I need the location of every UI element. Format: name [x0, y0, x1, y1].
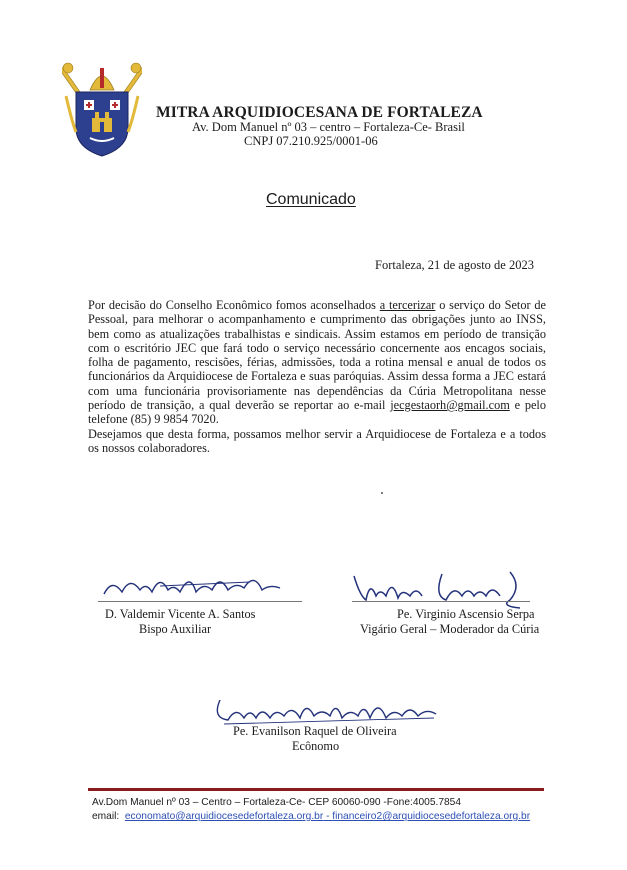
stray-mark [381, 492, 383, 494]
body-text: Por decisão do Conselho Econômico fomos aconselhados [88, 298, 380, 312]
signature-valdemir [100, 568, 300, 604]
signature-line-left [98, 601, 302, 602]
body-text: e pelo telefone (85) 9 9854 7020. [88, 398, 546, 427]
signature-line-right [352, 601, 530, 602]
signature-virginio [350, 566, 528, 612]
signer-bottom-name: Pe. Evanilson Raquel de Oliveira [233, 724, 397, 738]
contact-email[interactable]: jecgestaorh@gmail.com [390, 398, 510, 413]
org-cnpj: CNPJ 07.210.925/0001-06 [244, 134, 378, 148]
footer-divider [88, 788, 544, 791]
org-address: Av. Dom Manuel nº 03 – centro – Fortaleza-Ce- Brasil [192, 120, 465, 134]
signer-bottom-role: Ecônomo [292, 739, 340, 753]
signer-right-name: Pe. Virginio Ascensio Serpa [397, 607, 535, 621]
footer-email-economato-link[interactable]: economato@arquidiocesedefortaleza.org.br [124, 811, 324, 822]
signer-left-role: Bispo Auxiliar [139, 622, 212, 636]
body-paragraph-1 [88, 298, 546, 427]
signature-evanilson [214, 694, 450, 728]
signer-right-role: Vigário Geral – Moderador da Cúria [360, 622, 540, 636]
body-text: o serviço do Setor de Pessoal, para melhorar o acompanhamento e cumprimento das obrigações junto ao INSS, bem como as atualizações trabalhistas e sindicais. Assim estamos em período de transição com o escritório JEC que fará todo o serviço necessário concernente aos encagos sociais, folha de pagamento, rescisões, férias, admissões, toda a rotina mensal e anual de todos os funcionários da Arquidiocese de Fortaleza e suas paróquias. Assim dessa forma a JEC estará com uma funcionária provisoriamente nas dependências da Cúria Metropolitana nesse período de transição, a qual deverão se reportar ao e-mail [88, 298, 546, 413]
document-date: Fortaleza, 21 de agosto de 2023 [375, 258, 534, 272]
footer-address: Av.Dom Manuel nº 03 – Centro – Fortaleza-Ce- CEP 60060-090 -Fone:4005.7854 [92, 797, 461, 808]
signer-left-name: D. Valdemir Vicente A. Santos [105, 607, 256, 621]
org-name: MITRA ARQUIDIOCESANA DE FORTALEZA [156, 104, 483, 121]
archdiocese-coat-of-arms-icon [62, 62, 142, 162]
footer-email-label: email: [92, 811, 120, 822]
footer-email-separator: - [323, 811, 333, 822]
document-body [88, 298, 546, 455]
footer-email-financeiro-link[interactable]: financeiro2@arquidiocesedefortaleza.org.br [332, 811, 531, 822]
document-title: Comunicado [266, 191, 356, 208]
body-paragraph-2: Desejamos que desta forma, possamos melhor servir a Arquidiocese de Fortaleza e a todos os nossos colaboradores. [88, 426, 546, 455]
underlined-term: a tercerizar [379, 298, 436, 312]
footer-contact [92, 811, 530, 822]
